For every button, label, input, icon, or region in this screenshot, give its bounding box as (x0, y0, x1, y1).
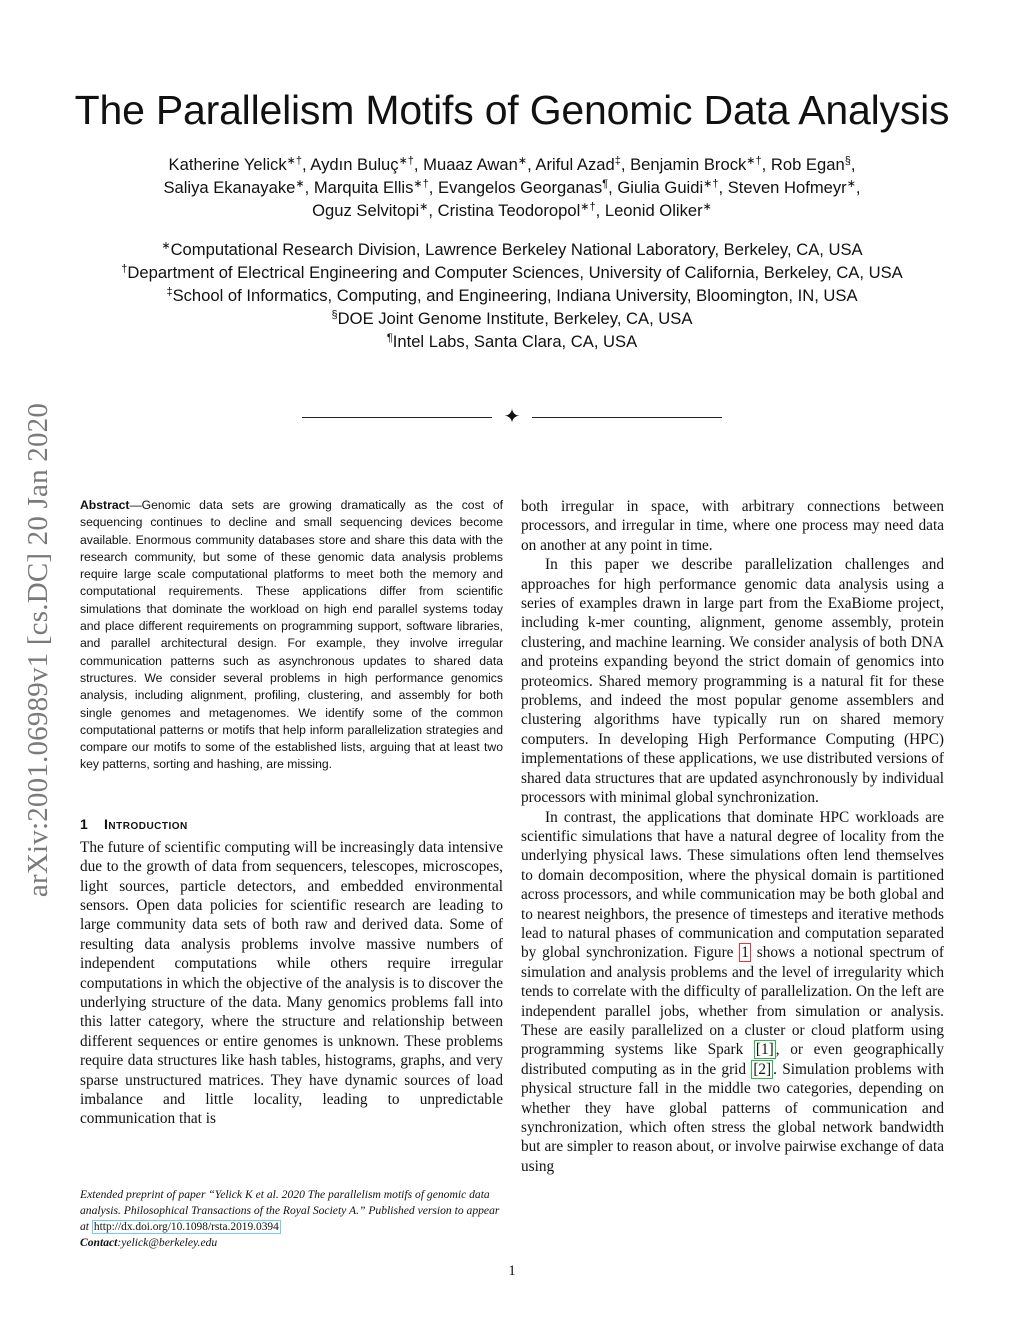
affiliation: ∗Computational Research Division, Lawrence Berkeley National Laboratory, Berkeley, CA, USA (161, 240, 863, 259)
section-title: Introduction (104, 815, 188, 832)
author-affil-mark: ∗ (295, 178, 305, 190)
author-name: Steven Hofmeyr (727, 178, 847, 197)
contact-label: Contact (80, 1236, 118, 1249)
author-affil-mark: ∗† (398, 155, 414, 167)
footnote (80, 1187, 503, 1251)
author-affil-mark: ∗† (580, 201, 596, 213)
author-affil-mark: ‡ (614, 155, 621, 167)
arxiv-side-stamp: arXiv:2001.06989v1 [cs.DC] 20 Jan 2020 (22, 402, 54, 898)
section-divider (302, 405, 722, 429)
author-name: Oguz Selvitopi (312, 201, 420, 220)
affiliation-mark: ¶ (386, 332, 393, 344)
author-name: Evangelos Georganas (438, 178, 603, 197)
affiliation: §DOE Joint Genome Institute, Berkeley, CA, USA (331, 309, 693, 328)
author-affil-mark: ∗ (419, 201, 429, 213)
affiliation-mark: § (331, 309, 338, 321)
affiliation-mark: ‡ (166, 286, 173, 298)
author-affil-mark: § (844, 155, 851, 167)
author-affil-mark: ∗ (702, 201, 712, 213)
author-line-1: Katherine Yelick∗†, Aydın Buluç∗†, Muaaz Awan∗, Ariful Azad‡, Benjamin Brock∗†, Rob Egan§, (168, 155, 856, 174)
affiliation: †Department of Electrical Engineering and Computer Sciences, University of California, Berkeley, CA, USA (121, 263, 903, 282)
section-heading (80, 816, 503, 832)
author-line-2: Saliya Ekanayake∗, Marquita Ellis∗†, Evangelos Georganas¶, Giulia Guidi∗†, Steven Hofmeyr∗, (163, 178, 861, 197)
section-number: 1 (80, 815, 89, 832)
abstract (80, 497, 503, 774)
author-affil-mark: ¶ (602, 178, 609, 190)
left-column (80, 497, 503, 1129)
author-affil-mark: ∗† (413, 178, 429, 190)
affiliation-mark: † (121, 263, 128, 275)
figure-reference-link[interactable]: 1 (741, 944, 749, 962)
author-name: Aydın Buluç (310, 155, 399, 174)
body-paragraph: In contrast, the applications that dominate HPC workloads are scientific simulations that have a natural degree of locality from the underlying physical laws. These simulations often lend themselves to domain decomposition, where the physical domain is partitioned across processors, and while communication may be both global and to nearest neighbors, the presence of timesteps and iterative methods lead to natural phases of communication and computation separated by global synchronization. Figure 1 shows a notional spectrum of simulation and analysis problems and the level of irregularity which tends to correlate with the difficulty of parallelization. On the left are independent parallel jobs, whether from simulation or analysis. These are easily parallelized on a cluster or cloud platform using programming systems like Spark [1] , or even geographically distributed computing as in the grid [2] . Simulation problems with physical structure fall in the middle two categories, depending on whether they have global patterns of communication and synchronization, which often stress the global network bandwidth but are simpler to reason about, or involve pairwise exchange of data using (521, 808, 945, 1175)
divider-rule-right (532, 417, 722, 418)
page-number: 1 (508, 1263, 516, 1279)
author-line-3: Oguz Selvitopi∗, Cristina Teodoropol∗†, Leonid Oliker∗ (312, 201, 712, 220)
abstract-text: —Genomic data sets are growing dramatically as the cost of sequencing continues to decline and small sequencing devices become available. Enormous community databases store and share this data with the research community, but some of these genomic data analysis problems require large scale computational platforms to meet both the memory and computational requirements. These applications differ from scientific simulations that dominate the workload on high end parallel systems today and place different requirements on programming support, software libraries, and parallel architectural design. For example, they involve irregular communication patterns such as asynchronous updates to shared data structures. We consider several problems in high performance genomics analysis, including alignment, profiling, clustering, and assembly for both single genomes and metagenomes. We identify some of the common computational patterns or motifs that help inform parallelization strategies and compare our motifs to some of the established lists, arguing that at least two key patterns, sorting and hashing, are missing. (80, 498, 503, 772)
right-column (521, 497, 944, 1176)
doi-link[interactable]: http://dx.doi.org/10.1098/rsta.2019.0394 (93, 1221, 279, 1233)
affiliation-mark: ∗ (161, 240, 171, 252)
intro-paragraph: The future of scientific computing will be increasingly data intensive due to the growth of data from sequencers, telescopes, microscopes, light sources, particle detectors, and embedded environmental sensors. Open data policies for scientific research are leading to large community data sets of both raw and derived data. Some of resulting data analysis problems involve massive numbers of independent computations while others require irregular computations in which the objective of the analysis is to discover the underlying structure of the data. Many genomics problems fall into this latter category, where the structure and relationship between different sequences or entire genomes is unknown. These problems require data structures like hash tables, histograms, graphs, and very sparse unstructured matrices. They have dynamic sources of load imbalance and little locality, leading to unpredictable communication that is (80, 838, 503, 1128)
citation-link[interactable]: [2] (753, 1060, 772, 1078)
author-name: Benjamin Brock (630, 155, 747, 174)
author-name: Leonid Oliker (604, 201, 703, 220)
contact-email: :yelick@berkeley.edu (117, 1236, 218, 1249)
star-ornament-icon: ✦ (503, 406, 521, 428)
divider-rule-left (302, 417, 492, 418)
author-affil-mark: ∗† (286, 155, 302, 167)
abstract-label: Abstract (80, 498, 130, 512)
author-affil-mark: ∗† (703, 178, 719, 190)
author-name: Giulia Guidi (617, 178, 704, 197)
body-paragraph: In this paper we describe parallelization challenges and approaches for high performance genomic data analysis using a series of examples drawn in large part from the ExaBiome project, including k-mer counting, alignment, genome assembly, protein clustering, and machine learning. We consider analysis of both DNA and proteins expanding beyond the strict domain of genomics into proteomics. Shared memory programming is a natural fit for these problems, and indeed the most popular genome assemblers and clustering algorithms have typically run on shared memory computers. In developing High Performance Computing (HPC) implementations of these applications, we use distributed versions of shared data structures that are updated asynchronously by individual processors with minimal global synchronization. (521, 556, 944, 807)
author-affil-mark: ∗† (746, 155, 762, 167)
author-name: Rob Egan (770, 155, 845, 174)
author-name: Cristina Teodoropol (437, 201, 581, 220)
body-paragraph: both irregular in space, with arbitrary connections between processors, and irregular in time, where one process may need data on another at any point in time. (521, 498, 944, 554)
author-affil-mark: ∗ (846, 178, 856, 190)
author-name: Ariful Azad (535, 155, 615, 174)
citation-link[interactable]: [1] (755, 1041, 774, 1059)
footnote-text: Extended preprint of paper “Yelick K et al. 2020 The parallelism motifs of genomic data analysis. Philosophical Transactions of the Royal Society A.” Published version to appear at (80, 1188, 500, 1233)
affiliation: ¶Intel Labs, Santa Clara, CA, USA (386, 332, 638, 351)
author-name: Muaaz Awan (423, 155, 518, 174)
author-name: Saliya Ekanayake (163, 178, 296, 197)
affiliation: ‡School of Informatics, Computing, and Engineering, Indiana University, Bloomington, IN, USA (166, 286, 858, 305)
author-name: Marquita Ellis (313, 178, 414, 197)
paper-title: The Parallelism Motifs of Genomic Data Analysis (74, 87, 950, 133)
affiliation-list (40, 238, 984, 353)
author-name: Katherine Yelick (168, 155, 287, 174)
author-list (60, 153, 964, 222)
author-affil-mark: ∗ (517, 155, 528, 167)
